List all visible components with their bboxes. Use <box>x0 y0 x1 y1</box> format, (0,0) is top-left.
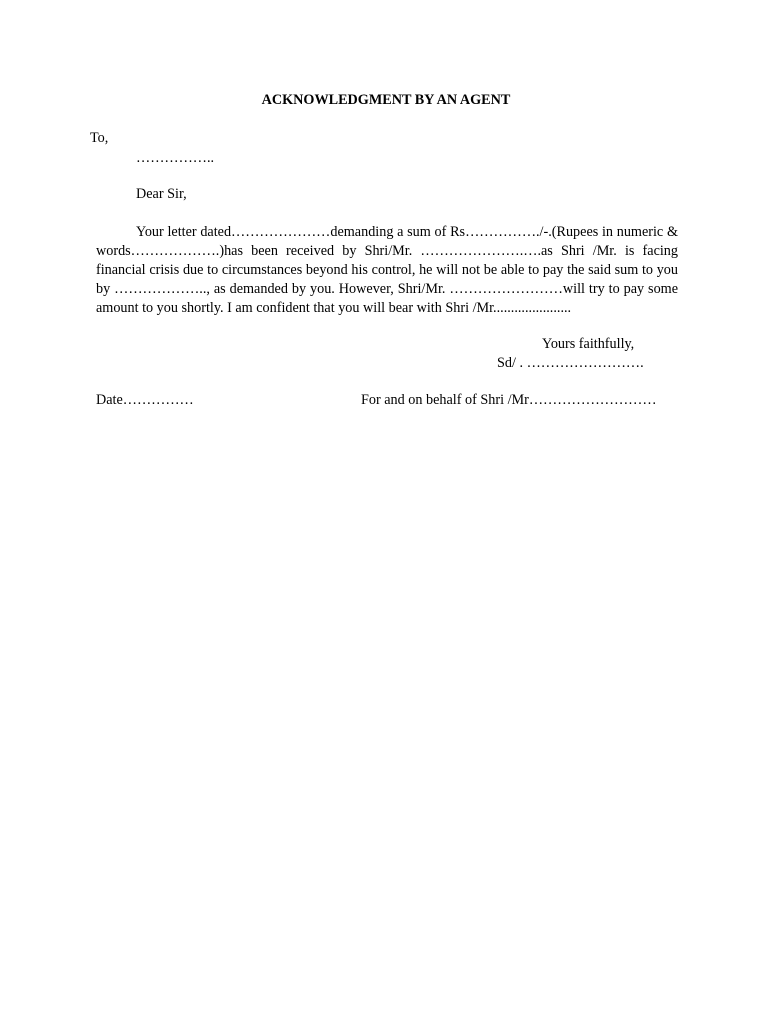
on-behalf-line: For and on behalf of Shri /Mr……………………… <box>361 392 657 408</box>
recipient-address: …………….. <box>136 150 215 166</box>
date-line: Date…………… <box>96 392 194 408</box>
document-title: ACKNOWLEDGMENT BY AN AGENT <box>261 92 511 108</box>
recipient-label: To, <box>90 130 109 146</box>
letter-body: Your letter dated…………………demanding a sum of Rs……………./-.(Rupees in numeric & words……………….)has been received by Shri/Mr. ………………….….as Shri /Mr. is facing financial crisis due to circumstances beyond his control, he will not be able to pay the said sum to you by ……………….., as demanded by you. However, Shri/Mr. ……………………will try to pay some amount to you shortly. I am confident that you will bear with Shri /Mr...................... <box>96 224 678 316</box>
salutation: Dear Sir, <box>136 186 187 202</box>
closing: Yours faithfully, <box>542 336 635 352</box>
signature-line: Sd/ . ……………………. <box>497 355 644 371</box>
